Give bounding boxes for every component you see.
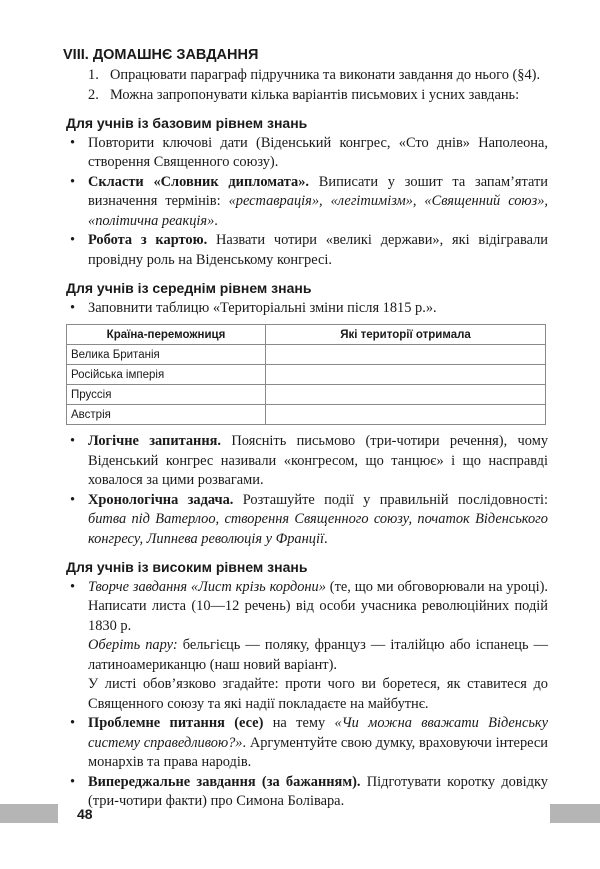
footer-bar-right	[550, 804, 600, 823]
task-body: Назвати чотири «великі держави», які відігравали провідну роль на Віденському конгресі.	[88, 232, 548, 268]
medium-item-1	[66, 432, 548, 491]
page-number: 48	[77, 806, 93, 822]
task-body: Поясніть письмово (три-чотири речення), чому Віденський конгрес називали «конгресом, що танцює» і що насправді ховалося за цими розвагами.	[88, 433, 549, 488]
task-body: Розташуйте події у правильній послідовності:	[233, 491, 548, 508]
item-number: 1.	[88, 67, 99, 83]
spacer	[66, 425, 548, 432]
task-lead: Творче завдання «Лист крізь кордони»	[88, 578, 326, 595]
basic-item-3	[66, 231, 548, 270]
table-row	[67, 405, 546, 425]
task-lead: Робота з картою.	[88, 232, 208, 248]
terms-list: «реставрація», «легітимізм», «Священний союз», «політична реакція»	[88, 193, 548, 229]
task-lead: Випереджальне завдання (за бажанням).	[88, 773, 361, 790]
task-lead: Проблемне питання (есе)	[88, 715, 264, 731]
task-body: на тему	[263, 715, 335, 731]
high-item-creative	[66, 578, 548, 715]
task-body: Виписати у зошит та запам’ятати визначення термінів:	[88, 173, 548, 209]
task-lead: Логічне запитання.	[88, 433, 222, 449]
numbered-item-2	[66, 86, 548, 106]
numbered-item-1	[66, 66, 548, 86]
bullet-text	[88, 714, 548, 773]
pair-text: бельгієць — поляку, француз — італійцю або іспанець — латиноамериканцю (наш новий варіант).	[88, 637, 549, 673]
bullet-text	[88, 491, 548, 550]
medium-item-2	[66, 491, 548, 550]
table-cell-empty[interactable]	[266, 405, 546, 425]
table-row	[67, 385, 546, 405]
task-lead: Скласти «Словник дипломата».	[88, 173, 309, 190]
high-item-2	[66, 714, 548, 773]
table-header: Які території отримала	[266, 325, 546, 345]
bullet-icon: •	[70, 134, 76, 151]
bullet-icon: •	[70, 299, 76, 316]
bullet-icon: •	[70, 232, 76, 248]
task-lead: Хронологічна задача.	[88, 491, 234, 508]
bullet-icon: •	[70, 773, 76, 790]
table-cell-country: Австрія	[67, 405, 266, 425]
task-end: .	[323, 530, 328, 547]
table-cell-empty[interactable]	[266, 365, 546, 385]
task-body: (те, що ми обговорювали на уроці). Написати листа (10—12 речень) від особи учасника революційних подій 1830 р.	[88, 578, 548, 634]
bullet-text	[88, 773, 548, 812]
bullet-icon: •	[70, 433, 76, 449]
medium-task	[66, 299, 548, 319]
table-row	[67, 345, 546, 365]
bullet-text	[88, 432, 548, 491]
pair-label: Оберіть пару:	[88, 637, 178, 653]
events-list: битва під Ватерлоо, створення Священного союзу, початок Віденського конгресу, Липнева революція у Франції	[88, 511, 548, 547]
essay-topic: «Чи можна вважати Віденську систему справедливою?»	[88, 715, 548, 751]
table-cell-country: Пруссія	[67, 385, 266, 405]
high-item-3	[66, 773, 548, 812]
table-cell-empty[interactable]	[266, 345, 546, 365]
table-cell-empty[interactable]	[266, 385, 546, 405]
item-text: Можна запропонувати кілька варіантів письмових і усних завдань:	[110, 86, 520, 103]
bullet-text	[88, 173, 548, 232]
basic-item-2	[66, 173, 548, 232]
table-header: Країна-переможниця	[67, 325, 266, 345]
table-cell-country: Велика Британія	[67, 345, 266, 365]
bullet-text: Заповнити таблицю «Територіальні зміни після 1815 р.».	[88, 299, 437, 316]
task-body: Підготувати коротку довідку (три-чотири факти) про Симона Болівара.	[88, 773, 548, 809]
basic-item-1	[66, 134, 548, 173]
medium-level-heading: Для учнів із середнім рівнем знань	[66, 280, 312, 296]
item-number: 2.	[88, 86, 99, 103]
footer-bar-left	[0, 804, 58, 823]
table-header-row	[67, 325, 546, 345]
basic-level-heading: Для учнів із базовим рівнем знань	[66, 115, 308, 131]
bullet-icon: •	[70, 491, 76, 508]
bullet-icon: •	[70, 578, 76, 595]
task-end: .	[214, 212, 218, 229]
task-end: . Аргументуйте свою думку, враховуючи інтереси монархів та права народів.	[88, 734, 548, 770]
item-text: Опрацювати параграф підручника та виконати завдання до нього (§4).	[110, 67, 541, 83]
bullet-icon: •	[70, 173, 76, 190]
homework-content	[66, 66, 548, 812]
bullet-text: Повторити ключові дати (Віденський конгрес, «Сто днів» Наполеона, створення Священного союзу).	[88, 134, 548, 170]
section-title: VIII. ДОМАШНЄ ЗАВДАННЯ	[63, 47, 259, 63]
creative-note: У листі обов’язково згадайте: проти чого ви боретеся, як ставитеся до Священного союзу та які надії покладаєте на майбутнє.	[88, 676, 548, 712]
high-level-heading: Для учнів із високим рівнем знань	[66, 559, 308, 575]
bullet-icon: •	[70, 715, 76, 731]
bullet-text	[88, 231, 548, 270]
table-row	[67, 365, 546, 385]
territorial-changes-table	[66, 324, 546, 425]
bullet-text	[88, 578, 548, 715]
table-cell-country: Російська імперія	[67, 365, 266, 385]
